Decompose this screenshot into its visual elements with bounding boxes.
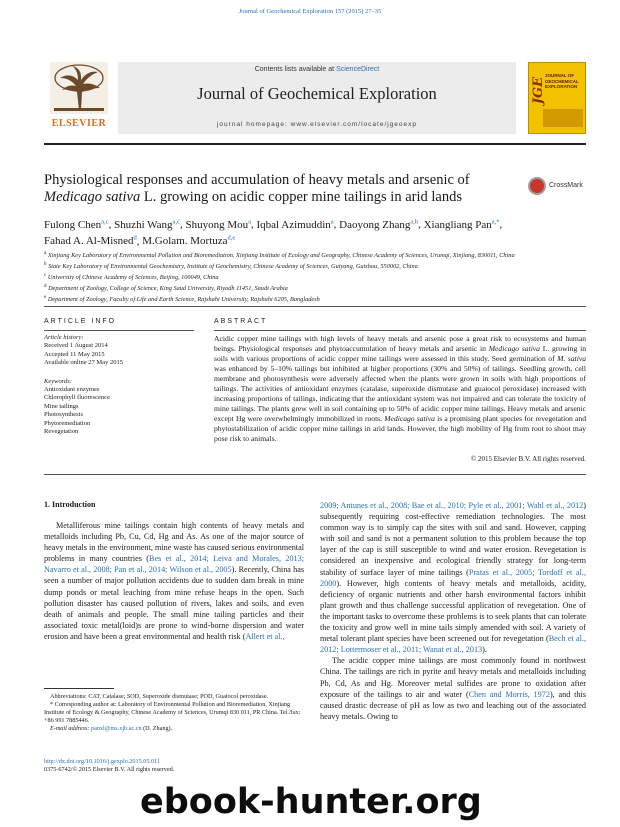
keyword: Revegetation	[44, 428, 79, 436]
affiliation: $^e$ Department of Zoology, Faculty of Life and Earth Science, Rajshahi University, Rajshahi 6205, Bangladesh	[44, 294, 320, 303]
abstract-copyright: © 2015 Elsevier B.V. All rights reserved.	[470, 455, 586, 463]
footnote-divider	[44, 688, 114, 689]
title-line-2	[44, 189, 514, 206]
citation-link[interactable]: 2009; Antunes et al., 2008; Bae et al., 2010; Pyle et al., 2001; Wahl et al., 2012	[320, 501, 584, 510]
article-info-heading: ARTICLE INFO	[44, 318, 117, 325]
author[interactable]: Shuzhi Wang$^{a,c}$	[114, 218, 180, 231]
keyword: Phytoremediation	[44, 419, 91, 427]
abstract-heading: ABSTRACT	[214, 318, 268, 325]
journal-banner	[118, 62, 516, 134]
crossmark-label: CrossMark	[549, 182, 583, 189]
citation-link[interactable]: Bes et al., 2014; Leiva and Morales, 2013; Navarro et al., 2008; Pan et al., 2014; Wilson et al., 2005	[44, 554, 305, 575]
keyword: Mine tailings	[44, 402, 79, 410]
cover-title	[545, 73, 585, 90]
author[interactable]: Fahad A. Al-Misned$^d$	[44, 234, 137, 248]
author[interactable]: Shuyong Mou$^a$	[185, 218, 252, 231]
abstract-divider	[214, 330, 586, 331]
abstract-bottom-divider	[44, 474, 586, 475]
author-list: Fulong Chen$^{a,c}$, Shuzhi Wang$^{a,c}$, Shuyong Mou$^a$, Iqbal Azimuddin$^a$, Daoyong Zhang$^{a,b}$, Xiangliang Pan$^{a,*}$, Fahad A. Al-Misned$^d$, M.Golam. Mortuza$^{d,e}$	[44, 218, 503, 248]
contents-line	[118, 66, 516, 73]
intro-paragraph-2: The acidic copper mine tailings are most commonly found in northwest China. The tailings are rich in pyrite and heavy metals and metalloids including Pb, Cd, As and Hg. Moreover metal sulfides are prone to oxidation after exposure of the tailings to air and water (Chen and Morris, 1972), and this caused drastic decrease of pH as low as two and leaching out of the associated heavy metals. Owing to	[320, 656, 586, 721]
article-info	[44, 334, 194, 436]
elsevier-logo[interactable]	[44, 62, 114, 134]
issn-line: 0375-6742/© 2015 Elsevier B.V. All rights reserved.	[44, 766, 175, 773]
journal-homepage-link[interactable]: journal homepage: www.elsevier.com/locate/jgeoexp	[216, 121, 418, 128]
keywords-label: Keywords:	[44, 377, 72, 385]
email-note: E-mail address: panxl@ms.xjb.ac.cn (D. Zhang).	[50, 725, 173, 732]
title-line-1: Physiological responses and accumulation of heavy metals and arsenic of	[44, 172, 470, 188]
affiliation-divider	[44, 306, 586, 307]
title-species: Medicago sativa	[44, 189, 141, 205]
author[interactable]: Daoyong Zhang$^{a,b}$	[339, 218, 419, 231]
keyword: Antioxidant enzymes	[44, 386, 100, 394]
email-link[interactable]: panxl@ms.xjb.ac.cn	[91, 725, 142, 732]
sciencedirect-link[interactable]: ScienceDirect	[336, 66, 380, 73]
cover-title-line: EXPLORATION	[545, 84, 578, 89]
author[interactable]: Iqbal Azimuddin$^a$	[256, 218, 334, 231]
elsevier-wordmark: ELSEVIER	[51, 118, 107, 129]
history-label: Article history:	[44, 334, 84, 341]
corresponding-author-note: * Corresponding author at: Laboratory of Environmental Pollution and Bioremediation, Xinjiang Institute of Ecology & Geography, Chinese Academy of Sciences, Urumqi 830 011, PR China. Tel./fax: +86 991 7885446.	[44, 701, 301, 724]
body-right-column	[320, 500, 586, 722]
title-rest: L. growing on acidic copper mine tailings in arid lands	[140, 189, 462, 205]
doi-block	[44, 758, 304, 774]
author[interactable]: Fulong Chen$^{a,c}$	[44, 218, 109, 231]
intro-paragraph: Metalliferous mine tailings contain high contents of heavy metals and metalloids including Pb, Cu, Cd, Hg and As. As one of the major source of heavy metals in the environment, mine waste has caused serious environmental problems in many countries (Bes et al., 2014; Leiva and Morales, 2013; Navarro et al., 2008; Pan et al., 2014; Wilson et al., 2005). Recently, China has seen a number of major pollution accidents due to sudden dam break in mine dump ponds or metal leaching from mine refuse heaps in the open. Such pollution disaster has caused pollution of rivers, lakes and soils, and even death of animals and people. The small mine tailing particles and their associated toxic metal(loid)s are prone to wind-borne dispersion and water erosion and have been a great environmental and health risk (Allert et al.,	[44, 521, 305, 641]
affiliation: $^d$ Department of Zoology, College of Science, King Saud University, Riyadh 11451, Saudi Arabia	[44, 283, 288, 292]
footnotes	[44, 693, 304, 733]
cover-letters: JGE	[531, 77, 546, 105]
journal-citation[interactable]: Journal of Geochemical Exploration 157 (2015) 27–35	[238, 8, 382, 15]
affiliation: $^c$ University of Chinese Academy of Sciences, Beijing, 100049, China	[44, 272, 219, 281]
citation-link[interactable]: Allert et al.,	[245, 631, 285, 641]
body-left-column	[44, 500, 304, 642]
article-title	[44, 172, 514, 206]
citation-link[interactable]: Bech et al., 2012; Lottermoser et al., 2011; Wanat et al., 2013	[320, 634, 587, 655]
keyword: Chlorophyll fluorescence	[44, 394, 110, 402]
header-divider	[44, 143, 586, 145]
contents-prefix: Contents lists available at	[254, 66, 337, 73]
elsevier-tree-icon	[50, 62, 108, 114]
section-title: 1. Introduction	[44, 500, 96, 509]
history-item: Received 1 August 2014	[44, 342, 108, 350]
journal-header	[44, 62, 586, 134]
affiliation: $^a$ Xinjiang Key Laboratory of Environmental Pollution and Bioremediation, Xinjiang Institute of Ecology and Geography, Chinese Academy of Sciences, Urumqi, Xinjiang, 830011, China	[44, 251, 515, 260]
info-divider	[44, 330, 194, 331]
crossmark-icon	[528, 177, 546, 195]
watermark-text: ebook-hunter.org	[140, 782, 482, 822]
abstract-text: Acidic copper mine tailings with high levels of heavy metals and arsenic pose a great risk to ecosystems and human beings. Physiological responses and phytoaccumulation of heavy metals and arsenic in Medicago sativa L. growing in soils with various proportions of acidic copper mine tailings were assessed in this study. Seed germination of M. sativa was enhanced by 5–10% tailings but inhibited at higher proportions (30% and 50%) of tailings. Seedling growth, cell membrane and photosynthesis were adversely affected when the plants were grown in soils with high proportions of tailings. The activities of antioxidant enzymes (catalase, superoxide dismutase and guaiocol peroxidase) increased with increasing proportions of tailings, indicating that the antioxidant system was not impaired and can tolerate the toxicity of mine tailings. The plants grew well in soil containing up to 50% of acidic copper mine tailings. Heavy metals and arsenic except Hg were overwhelmingly immobilized in roots. Medicago sativa is a promising plant species for revegetation and phytostabilization of acidic copper mine tailings in arid lands. However, the high mobility of Hg from root to shoot may pose risk to animals.	[214, 334, 587, 443]
history-item: Accepted 11 May 2015	[44, 350, 105, 358]
doi-link[interactable]: http://dx.doi.org/10.1016/j.gexplo.2015.05.011	[44, 758, 161, 765]
author[interactable]: Xiangliang Pan$^{a,*}$	[423, 218, 500, 231]
cover-image-band	[543, 109, 583, 127]
citation-link[interactable]: Chen and Morris, 1972	[468, 689, 550, 699]
journal-cover-thumbnail[interactable]	[528, 62, 586, 134]
abbreviations-note: Abbreviations: CAT, Catalase; SOD, Superoxide dismutase; POD, Guaiocol peroxidase.	[50, 693, 269, 700]
history-item: Available online 27 May 2015	[44, 359, 123, 367]
keyword: Photosynthesis	[44, 411, 84, 419]
intro-paragraph-continued: 2009; Antunes et al., 2008; Bae et al., 2010; Pyle et al., 2001; Wahl et al., 2012) subsequently requiring cost-effective remediation technologies. The most common way is to simply cap the sites with soil and sand. However, capping with soil and sand is not a permanent solution to this problem because the top layer of the cap is still susceptible to wind and water erosion. Revegetation is considered an inexpensive and ecological friendly strategy for long-term stability of surface layer of mine tailings (Pratas et al., 2005; Tordoff et al., 2000). However, high contents of heavy metals and metalloids, acidity, deficiency of organic nutrients and other harsh environmental factors inhibit plant growth and thus challenge successful application of revegetation. One of the important tasks to overcome these problems is to seek plants that can tolerate the toxicity and grow well in mine tails simply amended with soil. A variety of metal tolerant plant species have been screened out for revegetation (Bech et al., 2012; Lottermoser et al., 2011; Wanat et al., 2013).	[320, 501, 587, 655]
journal-title[interactable]: Journal of Geochemical Exploration	[197, 84, 437, 103]
crossmark-button[interactable]	[528, 177, 590, 195]
citation-link[interactable]: Pratas et al., 2005; Tordoff et al., 2000	[320, 567, 586, 588]
author[interactable]: M.Golam. Mortuza$^{d,e}$	[142, 234, 236, 248]
affiliation-list	[44, 250, 589, 304]
affiliation: $^b$ State Key Laboratory of Environmental Geochemistry, Institute of Geochemistry, Chinese Academy of Sciences, Guiyang, Guizhou, 550002, China	[44, 261, 418, 270]
cover-title-line: JOURNAL OF	[545, 73, 575, 78]
cover-title-line: GEOCHEMICAL	[545, 78, 579, 84]
